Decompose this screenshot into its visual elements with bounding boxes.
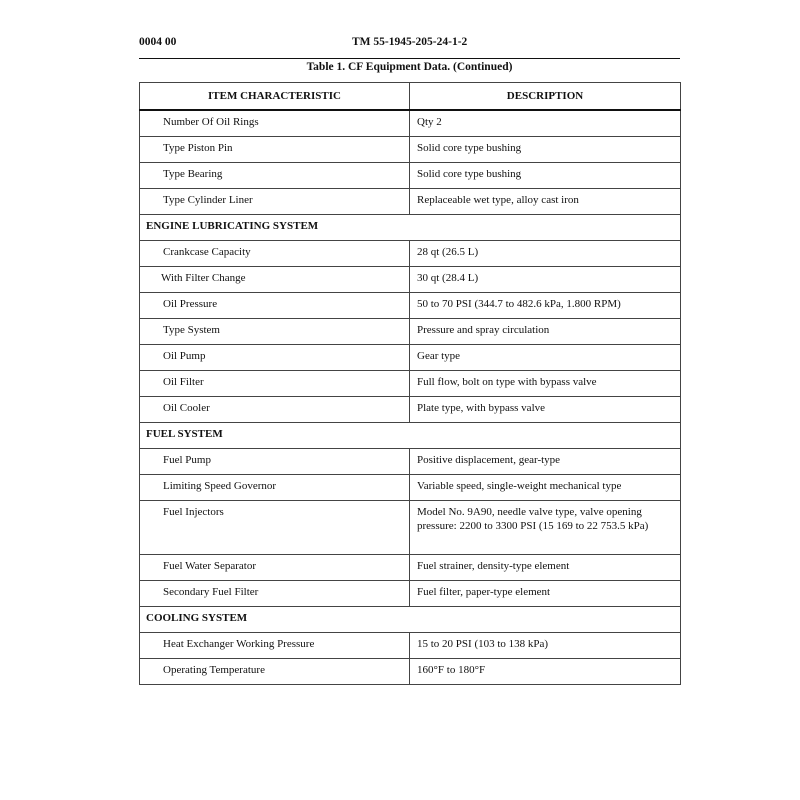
- item-cell: Crankcase Capacity: [140, 241, 410, 267]
- description-cell: Fuel strainer, density-type element: [410, 555, 681, 581]
- document-id: TM 55-1945-205-24-1-2: [352, 36, 468, 48]
- item-cell: Limiting Speed Governor: [140, 475, 410, 501]
- table-row: [140, 659, 681, 685]
- item-cell: Type Cylinder Liner: [140, 189, 410, 215]
- description-cell: Positive displacement, gear-type: [410, 449, 681, 475]
- description-cell: 15 to 20 PSI (103 to 138 kPa): [410, 633, 681, 659]
- table-row: [140, 137, 681, 163]
- item-cell: Fuel Injectors: [140, 501, 410, 555]
- item-cell: With Filter Change: [140, 267, 410, 293]
- header-rule: [139, 58, 680, 59]
- item-cell: Oil Pump: [140, 345, 410, 371]
- table-row: [140, 163, 681, 189]
- table-row: [140, 633, 681, 659]
- item-cell: Oil Pressure: [140, 293, 410, 319]
- table-row: [140, 501, 681, 555]
- description-cell: 30 qt (28.4 L): [410, 267, 681, 293]
- description-cell: 28 qt (26.5 L): [410, 241, 681, 267]
- item-cell: Number Of Oil Rings: [140, 110, 410, 137]
- section-heading: COOLING SYSTEM: [140, 607, 681, 633]
- table-row: [140, 555, 681, 581]
- table-row: [140, 581, 681, 607]
- item-cell: Type Bearing: [140, 163, 410, 189]
- table-row: [140, 189, 681, 215]
- item-cell: Type System: [140, 319, 410, 345]
- section-heading: FUEL SYSTEM: [140, 423, 681, 449]
- column-header-item: ITEM CHARACTERISTIC: [140, 83, 410, 111]
- section-row: [140, 423, 681, 449]
- item-cell: Oil Cooler: [140, 397, 410, 423]
- description-cell: Qty 2: [410, 110, 681, 137]
- description-cell: 50 to 70 PSI (344.7 to 482.6 kPa, 1.800 RPM): [410, 293, 681, 319]
- table-header-row: [140, 83, 681, 111]
- item-cell: Type Piston Pin: [140, 137, 410, 163]
- table-row: [140, 267, 681, 293]
- table-row: [140, 293, 681, 319]
- page-number: 0004 00: [139, 36, 177, 48]
- item-cell: Heat Exchanger Working Pressure: [140, 633, 410, 659]
- description-cell: Full flow, bolt on type with bypass valve: [410, 371, 681, 397]
- table-row: [140, 371, 681, 397]
- item-cell: Fuel Pump: [140, 449, 410, 475]
- item-cell: Operating Temperature: [140, 659, 410, 685]
- column-header-description: DESCRIPTION: [410, 83, 681, 111]
- description-cell: Pressure and spray circulation: [410, 319, 681, 345]
- description-cell: Solid core type bushing: [410, 137, 681, 163]
- description-cell: Variable speed, single-weight mechanical type: [410, 475, 681, 501]
- section-row: [140, 215, 681, 241]
- table-row: [140, 241, 681, 267]
- table-row: [140, 110, 681, 137]
- description-cell: Fuel filter, paper-type element: [410, 581, 681, 607]
- description-cell: 160°F to 180°F: [410, 659, 681, 685]
- table-row: [140, 345, 681, 371]
- item-cell: Secondary Fuel Filter: [140, 581, 410, 607]
- description-cell: Replaceable wet type, alloy cast iron: [410, 189, 681, 215]
- description-cell: Solid core type bushing: [410, 163, 681, 189]
- table-row: [140, 475, 681, 501]
- item-cell: Oil Filter: [140, 371, 410, 397]
- section-row: [140, 607, 681, 633]
- item-cell: Fuel Water Separator: [140, 555, 410, 581]
- table-row: [140, 449, 681, 475]
- table-title: Table 1. CF Equipment Data. (Continued): [306, 61, 513, 73]
- description-cell: Gear type: [410, 345, 681, 371]
- description-cell: Model No. 9A90, needle valve type, valve opening pressure: 2200 to 3300 PSI (15 169 to 22 753.5 kPa): [410, 501, 681, 555]
- description-cell: Plate type, with bypass valve: [410, 397, 681, 423]
- section-heading: ENGINE LUBRICATING SYSTEM: [140, 215, 681, 241]
- table-row: [140, 319, 681, 345]
- equipment-data-table: [139, 82, 681, 685]
- table-row: [140, 397, 681, 423]
